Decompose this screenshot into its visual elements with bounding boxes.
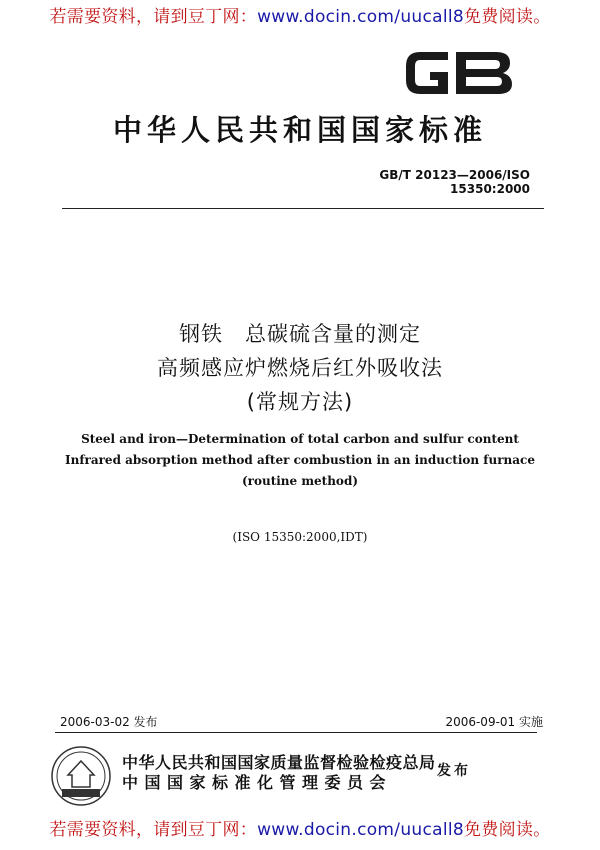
issuer-seal-icon (50, 745, 112, 807)
implementation-date: 2006-09-01 实施 (445, 715, 543, 729)
title-en-line1: Steel and iron—Determination of total carbon and sulfur content (81, 432, 519, 446)
watermark-banner-top (0, 2, 600, 32)
gb-logo-g (406, 52, 448, 94)
issued-label: 发布 (437, 763, 471, 779)
divider-bottom (55, 732, 537, 733)
gb-logo (398, 42, 518, 104)
watermark-prefix: 若需要资料，请到豆丁网： (49, 7, 258, 27)
gb-logo-b (456, 52, 512, 94)
watermark-prefix: 若需要资料，请到豆丁网： (49, 820, 258, 840)
watermark-banner-bottom (0, 815, 600, 845)
watermark-url[interactable]: www.docin.com/uucall8 (257, 7, 464, 27)
issuer-line2: 中国国家标准化管理委员会 (122, 773, 393, 792)
watermark-suffix: 免费阅读。 (464, 820, 551, 840)
title-cn-line2: 高频感应炉燃烧后红外吸收法 (157, 356, 443, 380)
title-en-line3: (routine method) (241, 474, 359, 488)
title-cn-line3: (常规方法) (246, 390, 354, 414)
issuer-line1: 中华人民共和国国家质量监督检验检疫总局 (122, 753, 436, 772)
divider-top (62, 208, 544, 209)
watermark-suffix: 免费阅读。 (464, 7, 551, 27)
watermark-url[interactable]: www.docin.com/uucall8 (257, 820, 464, 840)
iso-reference: (ISO 15350:2000,IDT) (232, 530, 368, 544)
standard-number: GB/T 20123—2006/ISO 15350:2000 (379, 168, 530, 196)
title-en-line2: Infrared absorption method after combustion in an induction furnace (65, 453, 535, 467)
title-cn-line1: 钢铁 总碳硫含量的测定 (179, 322, 421, 346)
issue-date: 2006-03-02 发布 (60, 715, 158, 729)
standard-name: 中华人民共和国国家标准 (112, 113, 487, 147)
